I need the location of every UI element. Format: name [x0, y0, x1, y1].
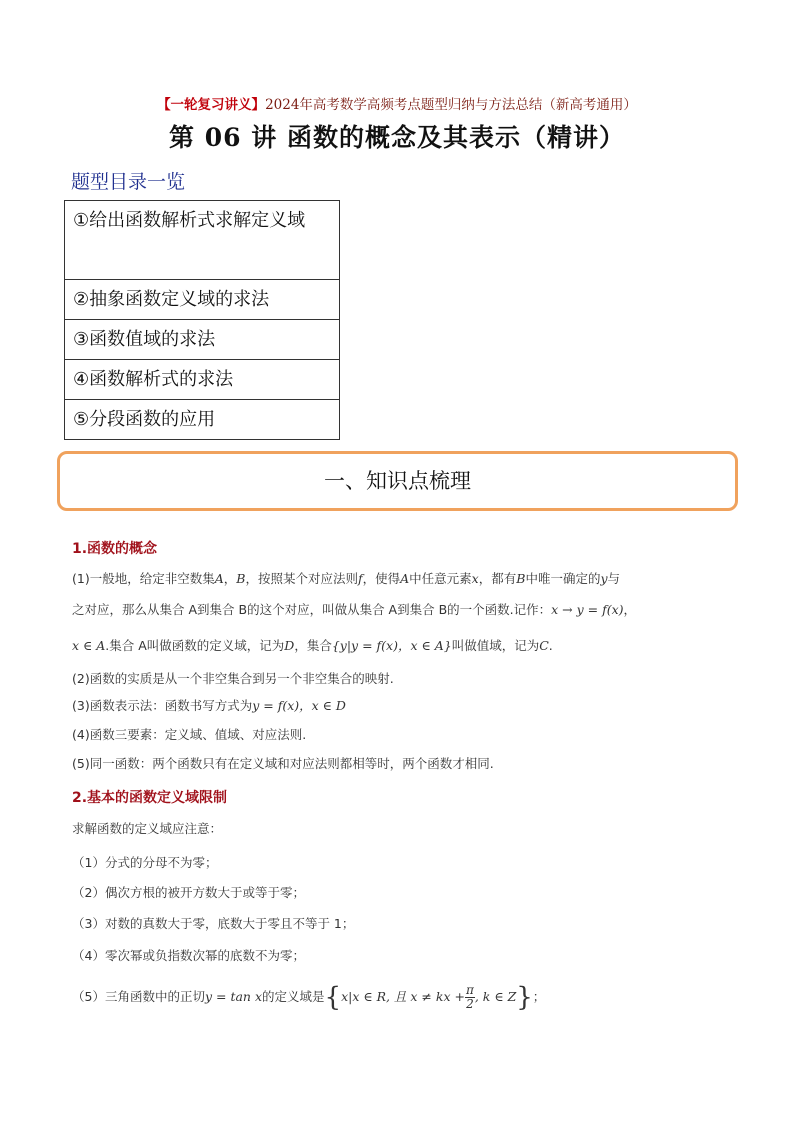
- domain-item-5: （5）三角函数中的正切y = tan x的定义域是{x|x ∈ R, 且 x ≠ kx + $\frac{\pi}{2}$ , k ∈ Z}；: [72, 982, 546, 1013]
- series-text: 2024年高考数学高频考点题型归纳与方法总结（新高考通用）: [265, 97, 637, 113]
- concept-p3: (3)函数表示法：函数书写方式为y = f(x)，x ∈ D: [72, 698, 346, 713]
- pi-over-2-fraction: $\frac{\pi}{2}$: [465, 983, 474, 1011]
- toc-item-1[interactable]: ①给出函数解析式求解定义域: [65, 201, 340, 280]
- domain-intro: 求解函数的定义域应注意：: [72, 821, 223, 836]
- heading-domain-limits: 2.基本的函数定义域限制: [72, 790, 228, 806]
- concept-p2: (2)函数的实质是从一个非空集合到另一个非空集合的映射.: [72, 671, 394, 686]
- toc-item-2[interactable]: ②抽象函数定义域的求法: [65, 280, 340, 320]
- domain-item-2: （2）偶次方根的被开方数大于或等于零；: [72, 885, 305, 900]
- toc-item-5[interactable]: ⑤分段函数的应用: [65, 400, 340, 440]
- domain-item-1: （1）分式的分母不为零；: [72, 855, 218, 870]
- toc-title: 题型目录一览: [71, 171, 186, 193]
- toc-table: [64, 200, 340, 440]
- page-title: 第 06 讲 函数的概念及其表示（精讲）: [169, 123, 625, 152]
- toc-item-3[interactable]: ③函数值域的求法: [65, 320, 340, 360]
- toc-item-4[interactable]: ④函数解析式的求法: [65, 360, 340, 400]
- domain-item-3: （3）对数的真数大于零，底数大于零且不等于 1；: [72, 916, 355, 931]
- concept-p4: (4)函数三要素：定义域、值域、对应法则.: [72, 727, 307, 742]
- series-bracket: 【一轮复习讲义】: [157, 97, 266, 113]
- domain-item-4: （4）零次幂或负指数次幂的底数不为零；: [72, 948, 305, 963]
- series-header: [0, 93, 794, 113]
- right-brace-symbol: }: [516, 982, 533, 1013]
- section-title: 一、知识点梳理: [324, 469, 471, 493]
- left-brace-symbol: {: [324, 982, 342, 1013]
- concept-p1-line3: x ∈ A.集合 A叫做函数的定义域，记为D，集合{y|y = f(x)，x ∈ A}叫做值域，记为C.: [72, 638, 553, 653]
- concept-p5: (5)同一函数：两个函数只有在定义域和对应法则都相等时，两个函数才相同.: [72, 756, 494, 771]
- concept-p1-line2: 之对应，那么从集合 A到集合 B的这个对应，叫做从集合 A到集合 B的一个函数.记作：x → y = f(x)，: [72, 602, 637, 617]
- concept-p1-line1: (1)一般地，给定非空数集A，B，按照某个对应法则f，使得A中任意元素x，都有B中唯一确定的y与: [72, 571, 621, 586]
- heading-function-concept: 1.函数的概念: [72, 541, 158, 557]
